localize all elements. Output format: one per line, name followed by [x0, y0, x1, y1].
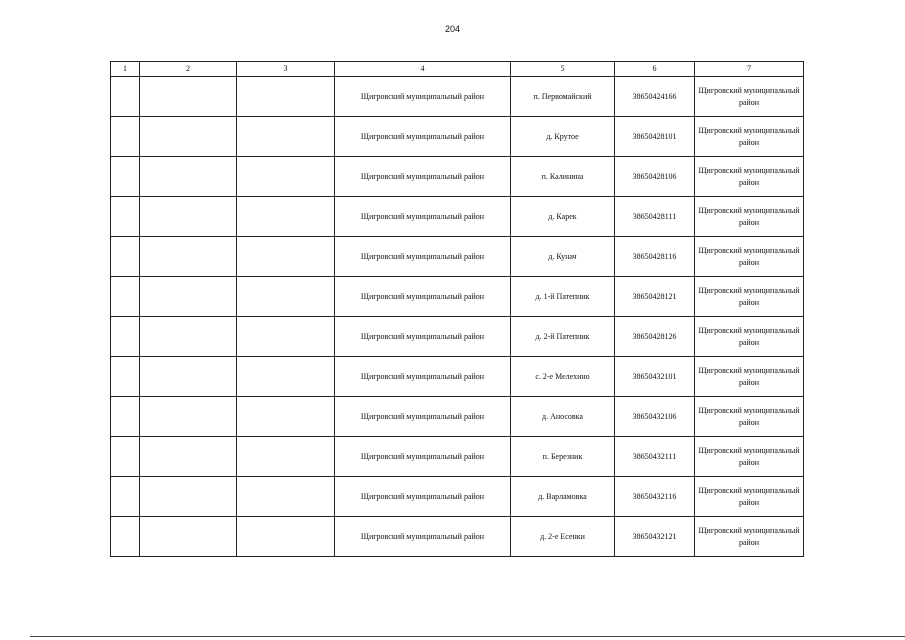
column-header-5: 5: [511, 62, 615, 77]
cell-district: Щигровский муниципальный район: [335, 397, 511, 437]
cell-col1: [111, 237, 140, 277]
cell-municipality: Щигровский муниципальный район: [695, 317, 804, 357]
cell-district: Щигровский муниципальный район: [335, 117, 511, 157]
header-row: [111, 62, 804, 77]
cell-col3: [237, 117, 335, 157]
cell-municipality: Щигровский муниципальный район: [695, 237, 804, 277]
table-row: [111, 397, 804, 437]
cell-col1: [111, 157, 140, 197]
cell-district: Щигровский муниципальный район: [335, 157, 511, 197]
cell-col3: [237, 237, 335, 277]
cell-settlement: д. 2-е Есенки: [511, 517, 615, 557]
table-row: [111, 317, 804, 357]
table-row: [111, 437, 804, 477]
cell-municipality: Щигровский муниципальный район: [695, 517, 804, 557]
page-number: 204: [444, 24, 461, 34]
cell-settlement: п. Березник: [511, 437, 615, 477]
cell-district: Щигровский муниципальный район: [335, 317, 511, 357]
table-body: [111, 77, 804, 557]
cell-col1: [111, 397, 140, 437]
cell-col1: [111, 77, 140, 117]
cell-col2: [140, 517, 237, 557]
cell-settlement: д. Карек: [511, 197, 615, 237]
cell-settlement: д. Крутое: [511, 117, 615, 157]
table-row: [111, 477, 804, 517]
table-row: [111, 157, 804, 197]
cell-code: 38650432116: [615, 477, 695, 517]
cell-col2: [140, 77, 237, 117]
cell-settlement: д. 1-й Патепник: [511, 277, 615, 317]
cell-col1: [111, 197, 140, 237]
cell-code: 38650428106: [615, 157, 695, 197]
cell-code: 38650428111: [615, 197, 695, 237]
cell-code: 38650432101: [615, 357, 695, 397]
table-header: [111, 62, 804, 77]
bottom-rule: [30, 636, 905, 637]
table-row: [111, 357, 804, 397]
register-table: [110, 61, 804, 557]
cell-col1: [111, 117, 140, 157]
cell-code: 38650424166: [615, 77, 695, 117]
cell-col3: [237, 357, 335, 397]
cell-municipality: Щигровский муниципальный район: [695, 397, 804, 437]
cell-col2: [140, 357, 237, 397]
cell-settlement: д. Кунач: [511, 237, 615, 277]
cell-col3: [237, 317, 335, 357]
cell-municipality: Щигровский муниципальный район: [695, 437, 804, 477]
cell-municipality: Щигровский муниципальный район: [695, 77, 804, 117]
cell-col3: [237, 437, 335, 477]
cell-col1: [111, 517, 140, 557]
cell-code: 38650432106: [615, 397, 695, 437]
cell-col2: [140, 117, 237, 157]
cell-code: 38650432111: [615, 437, 695, 477]
cell-municipality: Щигровский муниципальный район: [695, 117, 804, 157]
cell-col2: [140, 157, 237, 197]
cell-col3: [237, 157, 335, 197]
column-header-6: 6: [615, 62, 695, 77]
table-row: [111, 237, 804, 277]
cell-col1: [111, 357, 140, 397]
cell-district: Щигровский муниципальный район: [335, 477, 511, 517]
table-row: [111, 517, 804, 557]
cell-col2: [140, 397, 237, 437]
cell-col1: [111, 437, 140, 477]
cell-col1: [111, 277, 140, 317]
cell-col3: [237, 197, 335, 237]
cell-col3: [237, 477, 335, 517]
table-row: [111, 117, 804, 157]
cell-district: Щигровский муниципальный район: [335, 277, 511, 317]
cell-code: 38650432121: [615, 517, 695, 557]
cell-col2: [140, 197, 237, 237]
column-header-1: 1: [111, 62, 140, 77]
column-header-3: 3: [237, 62, 335, 77]
cell-code: 38650428101: [615, 117, 695, 157]
cell-col3: [237, 397, 335, 437]
cell-settlement: п. Калинина: [511, 157, 615, 197]
cell-district: Щигровский муниципальный район: [335, 437, 511, 477]
cell-settlement: д. Аносовка: [511, 397, 615, 437]
cell-settlement: д. 2-й Патепник: [511, 317, 615, 357]
cell-col1: [111, 317, 140, 357]
table-row: [111, 197, 804, 237]
cell-col2: [140, 237, 237, 277]
cell-municipality: Щигровский муниципальный район: [695, 157, 804, 197]
cell-col3: [237, 77, 335, 117]
cell-district: Щигровский муниципальный район: [335, 517, 511, 557]
cell-municipality: Щигровский муниципальный район: [695, 277, 804, 317]
column-header-4: 4: [335, 62, 511, 77]
table-row: [111, 77, 804, 117]
cell-district: Щигровский муниципальный район: [335, 357, 511, 397]
cell-settlement: с. 2-е Мелехино: [511, 357, 615, 397]
cell-col3: [237, 517, 335, 557]
cell-col2: [140, 437, 237, 477]
cell-code: 38650428121: [615, 277, 695, 317]
cell-municipality: Щигровский муниципальный район: [695, 197, 804, 237]
cell-municipality: Щигровский муниципальный район: [695, 477, 804, 517]
cell-district: Щигровский муниципальный район: [335, 237, 511, 277]
cell-municipality: Щигровский муниципальный район: [695, 357, 804, 397]
column-header-7: 7: [695, 62, 804, 77]
cell-district: Щигровский муниципальный район: [335, 197, 511, 237]
cell-district: Щигровский муниципальный район: [335, 77, 511, 117]
cell-code: 38650428116: [615, 237, 695, 277]
cell-col2: [140, 277, 237, 317]
cell-col3: [237, 277, 335, 317]
cell-settlement: д. Варламовка: [511, 477, 615, 517]
cell-code: 38650428126: [615, 317, 695, 357]
cell-col2: [140, 477, 237, 517]
column-header-2: 2: [140, 62, 237, 77]
table-row: [111, 277, 804, 317]
cell-col2: [140, 317, 237, 357]
cell-settlement: п. Первомайский: [511, 77, 615, 117]
cell-col1: [111, 477, 140, 517]
